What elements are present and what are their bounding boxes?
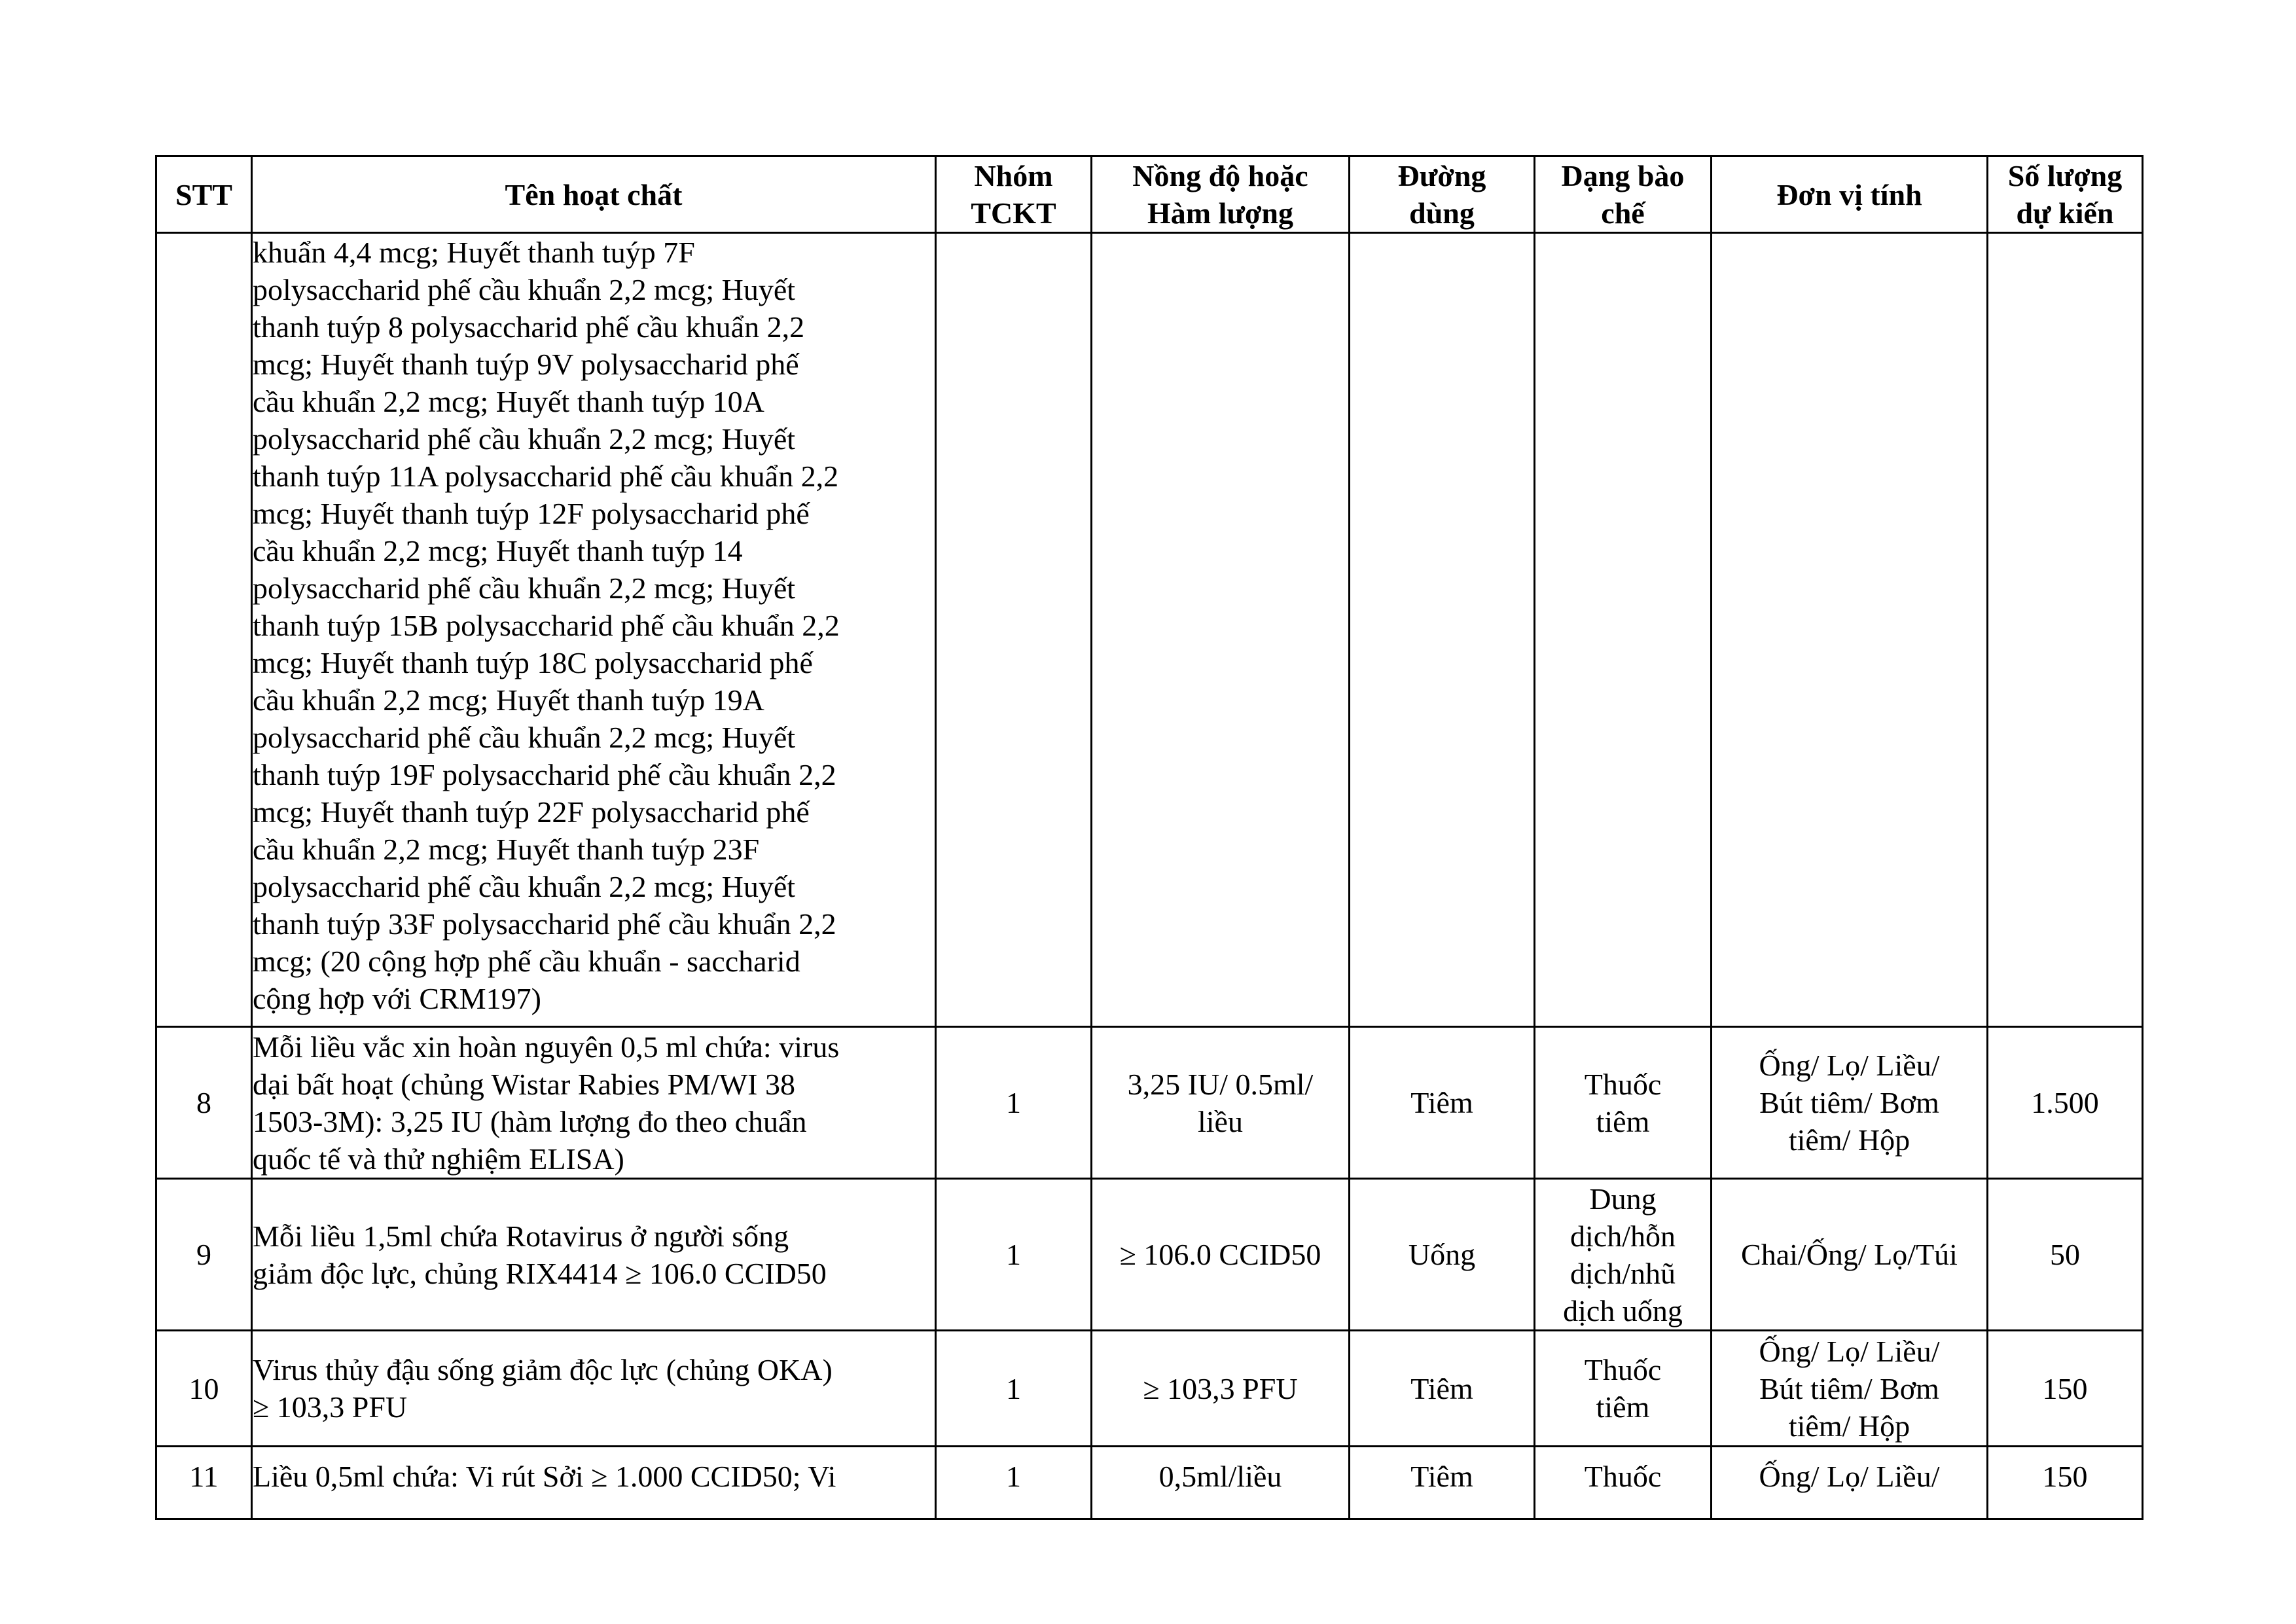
table-row (156, 1179, 2143, 1331)
header-quantity: Số lượng dự kiến (1988, 156, 2143, 233)
cell-unit: Ống/ Lọ/ Liều/ Bút tiêm/ Bơm tiêm/ Hộp (1712, 1027, 1988, 1179)
header-route: Đường dùng (1350, 156, 1535, 233)
cell-quantity: 1.500 (1988, 1027, 2143, 1179)
cell-dosage-form: Dung dịch/hỗn dịch/nhũ dịch uống (1535, 1179, 1712, 1331)
cell-unit: Ống/ Lọ/ Liều/ (1712, 1447, 1988, 1519)
cell-unit (1712, 233, 1988, 1027)
cell-strength (1092, 233, 1350, 1027)
cell-group: 1 (936, 1027, 1092, 1179)
cell-group: 1 (936, 1447, 1092, 1519)
cell-quantity: 50 (1988, 1179, 2143, 1331)
header-stt: STT (156, 156, 252, 233)
table-row (156, 233, 2143, 1027)
cell-stt: 10 (156, 1331, 252, 1447)
header-active-ingredient: Tên hoạt chất (252, 156, 936, 233)
cell-strength: ≥ 106.0 CCID50 (1092, 1179, 1350, 1331)
cell-route: Tiêm (1350, 1447, 1535, 1519)
cell-quantity (1988, 233, 2143, 1027)
cell-dosage-form: Thuốc (1535, 1447, 1712, 1519)
cell-active-ingredient: Virus thủy đậu sống giảm độc lực (chủng OKA) ≥ 103,3 PFU (252, 1331, 936, 1447)
cell-group: 1 (936, 1331, 1092, 1447)
cell-strength: ≥ 103,3 PFU (1092, 1331, 1350, 1447)
cell-dosage-form: Thuốc tiêm (1535, 1027, 1712, 1179)
header-unit: Đơn vị tính (1712, 156, 1988, 233)
table-row (156, 1027, 2143, 1179)
cell-active-ingredient: Mỗi liều vắc xin hoàn nguyên 0,5 ml chứa: virus dại bất hoạt (chủng Wistar Rabies PM/WI 38 1503-3M): 3,25 IU (hàm lượng đo theo chuẩn quốc tế và thử nghiệm ELISA) (252, 1027, 936, 1179)
table-row (156, 1331, 2143, 1447)
cell-stt: 11 (156, 1447, 252, 1519)
table-row (156, 1447, 2143, 1519)
cell-route: Tiêm (1350, 1027, 1535, 1179)
cell-group (936, 233, 1092, 1027)
cell-route: Uống (1350, 1179, 1535, 1331)
header-group: Nhóm TCKT (936, 156, 1092, 233)
cell-dosage-form: Thuốc tiêm (1535, 1331, 1712, 1447)
header-strength: Nồng độ hoặc Hàm lượng (1092, 156, 1350, 233)
cell-quantity: 150 (1988, 1331, 2143, 1447)
cell-unit: Chai/Ống/ Lọ/Túi (1712, 1179, 1988, 1331)
cell-unit: Ống/ Lọ/ Liều/ Bút tiêm/ Bơm tiêm/ Hộp (1712, 1331, 1988, 1447)
cell-quantity: 150 (1988, 1447, 2143, 1519)
cell-active-ingredient: Liều 0,5ml chứa: Vi rút Sởi ≥ 1.000 CCID50; Vi (252, 1447, 936, 1519)
cell-group: 1 (936, 1179, 1092, 1331)
cell-strength: 3,25 IU/ 0.5ml/ liều (1092, 1027, 1350, 1179)
cell-stt (156, 233, 252, 1027)
header-dosage-form: Dạng bào chế (1535, 156, 1712, 233)
cell-stt: 9 (156, 1179, 252, 1331)
cell-stt: 8 (156, 1027, 252, 1179)
table-header-row (156, 156, 2143, 233)
cell-route (1350, 233, 1535, 1027)
cell-route: Tiêm (1350, 1331, 1535, 1447)
cell-active-ingredient: khuẩn 4,4 mcg; Huyết thanh tuýp 7F polysaccharid phế cầu khuẩn 2,2 mcg; Huyết thanh tuýp 8 polysaccharid phế cầu khuẩn 2,2 mcg; Huyết thanh tuýp 9V polysaccharid phế cầu khuẩn 2,2 mcg; Huyết thanh tuýp 10A polysaccharid phế cầu khuẩn 2,2 mcg; Huyết thanh tuýp 11A polysaccharid phế cầu khuẩn 2,2 mcg; Huyết thanh tuýp 12F polysaccharid phế cầu khuẩn 2,2 mcg; Huyết thanh tuýp 14 polysaccharid phế cầu khuẩn 2,2 mcg; Huyết thanh tuýp 15B polysaccharid phế cầu khuẩn 2,2 mcg; Huyết thanh tuýp 18C polysaccharid phế cầu khuẩn 2,2 mcg; Huyết thanh tuýp 19A polysaccharid phế cầu khuẩn 2,2 mcg; Huyết thanh tuýp 19F polysaccharid phế cầu khuẩn 2,2 mcg; Huyết thanh tuýp 22F polysaccharid phế cầu khuẩn 2,2 mcg; Huyết thanh tuýp 23F polysaccharid phế cầu khuẩn 2,2 mcg; Huyết thanh tuýp 33F polysaccharid phế cầu khuẩn 2,2 mcg; (20 cộng hợp phế cầu khuẩn - saccharid cộng hợp với CRM197) (252, 233, 936, 1027)
cell-dosage-form (1535, 233, 1712, 1027)
drug-list-table (155, 155, 2144, 1520)
cell-active-ingredient: Mỗi liều 1,5ml chứa Rotavirus ở người sống giảm độc lực, chủng RIX4414 ≥ 106.0 CCID50 (252, 1179, 936, 1331)
cell-strength: 0,5ml/liều (1092, 1447, 1350, 1519)
